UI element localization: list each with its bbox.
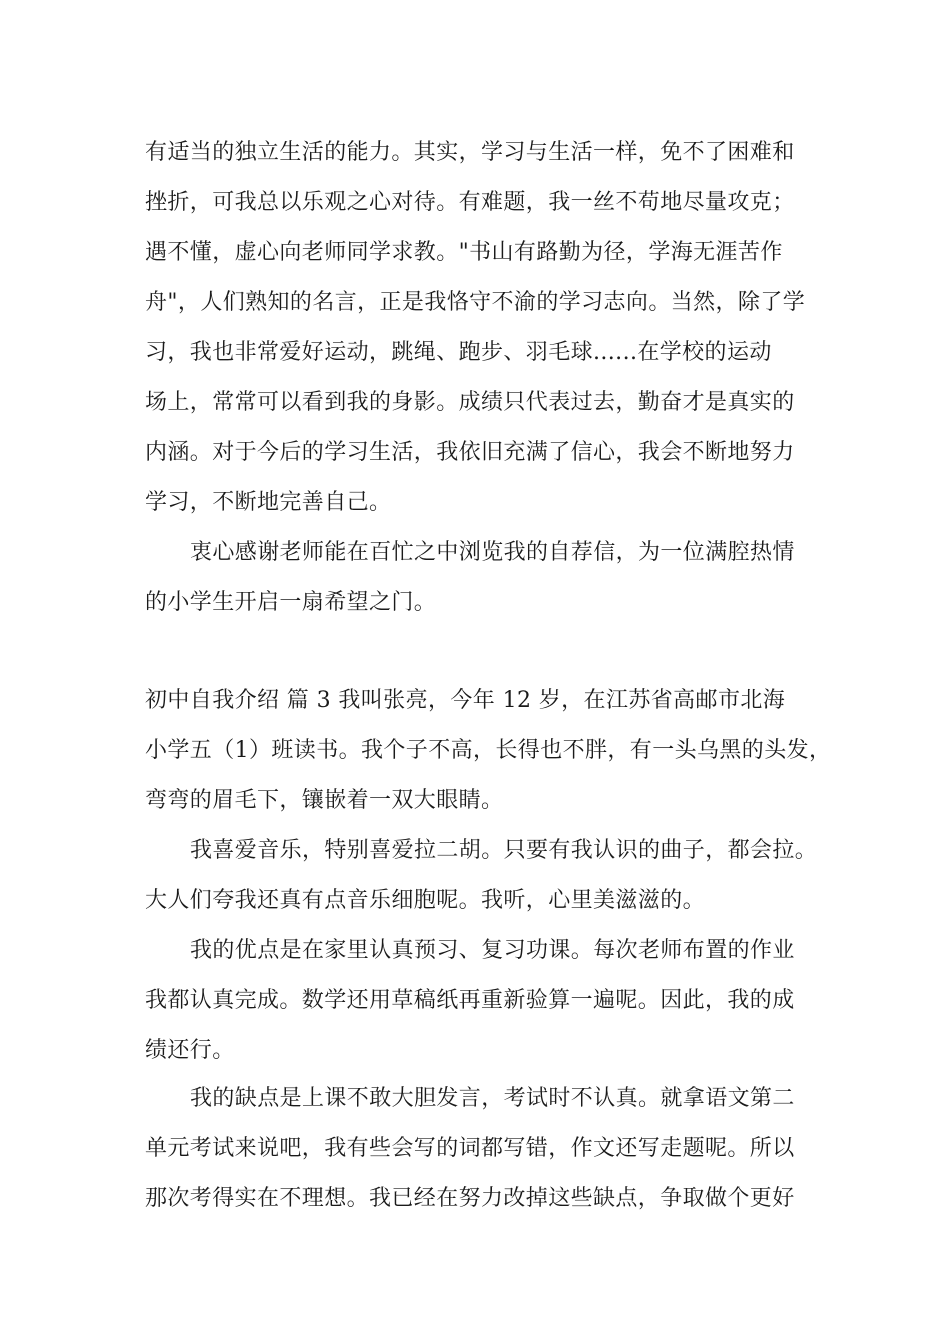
text-line: 舟"，人们熟知的名言，正是我恪守不渝的学习志向。当然，除了学 <box>145 290 806 315</box>
text-line: 的小学生开启一扇希望之门。 <box>145 590 437 615</box>
section-heading-line: 初中自我介绍 篇 3 我叫张亮，今年 12 岁，在江苏省高邮市北海 <box>145 688 786 713</box>
text-line: 习，我也非常爱好运动，跳绳、跑步、羽毛球......在学校的运动 <box>145 340 772 365</box>
text-line: 大人们夸我还真有点音乐细胞呢。我听，心里美滋滋的。 <box>145 888 706 913</box>
text-line: 内涵。对于今后的学习生活，我依旧充满了信心，我会不断地努力 <box>145 440 795 465</box>
text-line: 我的优点是在家里认真预习、复习功课。每次老师布置的作业 <box>190 938 795 963</box>
text-line: 弯弯的眉毛下，镶嵌着一双大眼睛。 <box>145 788 504 813</box>
text-line: 那次考得实在不理想。我已经在努力改掉这些缺点，争取做个更好 <box>145 1186 795 1211</box>
text-line: 绩还行。 <box>145 1038 235 1063</box>
text-line: 我的缺点是上课不敢大胆发言，考试时不认真。就拿语文第二 <box>190 1086 795 1111</box>
text-line: 场上，常常可以看到我的身影。成绩只代表过去，勤奋才是真实的 <box>145 390 795 415</box>
text-line: 我喜爱音乐，特别喜爱拉二胡。只要有我认识的曲子，都会拉。 <box>190 838 818 863</box>
text-line: 挫折，可我总以乐观之心对待。有难题，我一丝不苟地尽量攻克； <box>145 190 795 215</box>
text-line: 学习，不断地完善自己。 <box>145 490 392 515</box>
text-line: 有适当的独立生活的能力。其实，学习与生活一样，免不了困难和 <box>145 140 795 165</box>
text-line: 遇不懂，虚心向老师同学求教。"书山有路勤为径，学海无涯苦作 <box>145 240 783 265</box>
text-line: 衷心感谢老师能在百忙之中浏览我的自荐信，为一位满腔热情 <box>190 540 795 565</box>
text-line: 我都认真完成。数学还用草稿纸再重新验算一遍呢。因此，我的成 <box>145 988 795 1013</box>
text-line: 单元考试来说吧，我有些会写的词都写错，作文还写走题呢。所以 <box>145 1136 795 1161</box>
text-line: 小学五（1）班读书。我个子不高，长得也不胖，有一头乌黑的头发， <box>145 738 832 763</box>
